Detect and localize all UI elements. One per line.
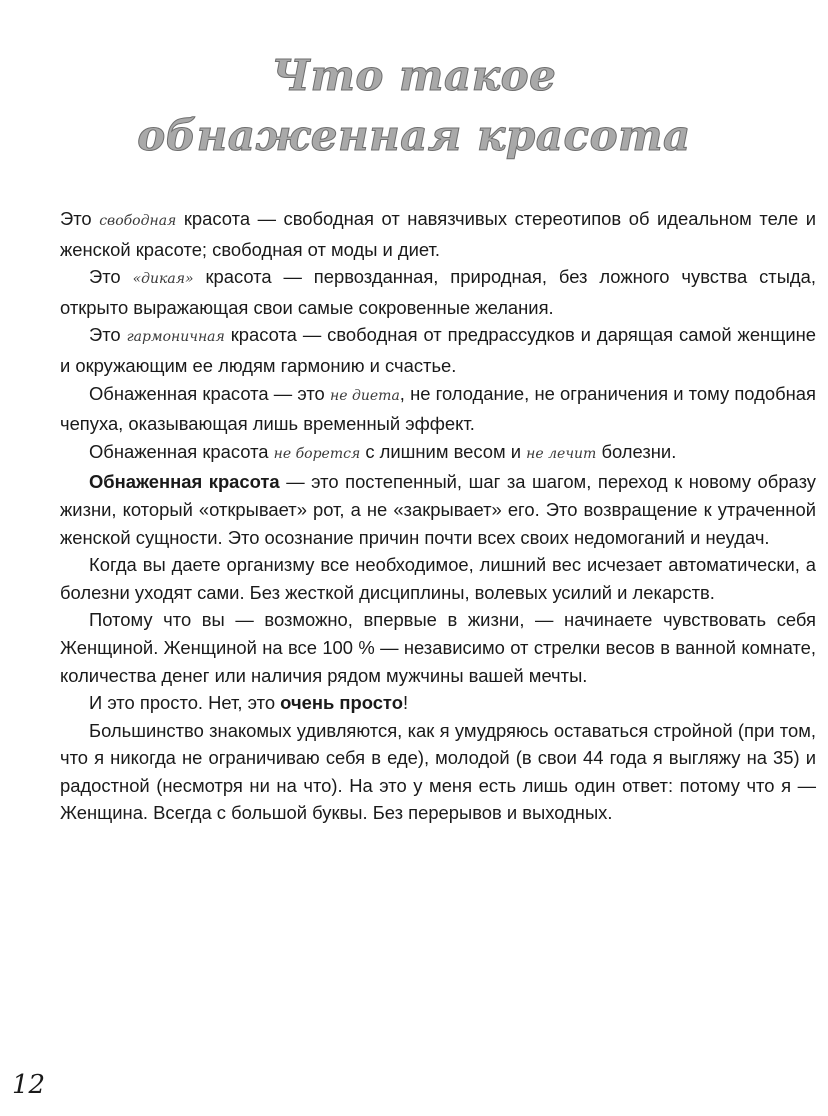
text-run: Это (89, 324, 127, 346)
text-run: Это (89, 266, 133, 288)
italic-text: не диета (329, 387, 400, 404)
italic-text: свободная (99, 213, 177, 229)
chapter-title-line-1: Что такое (271, 51, 557, 101)
paragraph-1 (60, 205, 816, 263)
text-run: болезни. (596, 440, 677, 462)
italic-text: «дикая» (132, 271, 194, 288)
paragraph-10: Большинство знакомых удивляются, как я умудряюсь оставаться стройной (при том, что я никогда не ограничиваю себя в еде), молодой (в свои 44 года я выгляжу на 35) и радостной (несмотря ни на что). На это у меня есть лишь один ответ: потому что я — Женщина. Всегда с большой буквы. Без перерывов и выходных. (60, 719, 816, 824)
text-run: Это (60, 208, 100, 229)
italic-text: гармоничная (126, 329, 225, 346)
text-run: красота — первозданная, природная, без ложного чувства стыда, открыто выражающая свои самые сокровенные желания. (60, 266, 816, 318)
italic-text: не борется (273, 445, 361, 462)
italic-text: не лечит (526, 445, 597, 462)
chapter-title-line-2: обнаженная красота (137, 111, 691, 161)
paragraph-3 (60, 321, 816, 379)
paragraph-2 (60, 263, 816, 321)
text-run: красота — свободная от навязчивых стереотипов об идеальном теле и женской красоте; свободная от моды и диет. (60, 208, 816, 260)
text-run: с лишним весом и (360, 440, 527, 462)
text-run: — это постепенный, шаг за шагом, переход к новому образу жизни, который «открывает» рот, а не «закрывает» его. Это возвращение к утраченной женской сущности. Это осознание причин почти всех своих недомоганий и неудач. (60, 471, 816, 548)
text-run: И это просто. Нет, это (89, 692, 281, 714)
paragraph-5 (60, 438, 816, 469)
paragraph-9 (60, 689, 816, 717)
paragraph-8: Потому что вы — возможно, впервые в жизни, — начинаете чувствовать себя Женщиной. Женщиной на все 100 % — независимо от стрелки весов в ванной комнате, количества денег или наличия рядом мужчины вашей мечты. (60, 609, 816, 686)
text-run: Обнаженная красота — это (89, 382, 330, 404)
page-number: 12 (12, 1070, 46, 1100)
text-run: , не голодание, не ограничения и тому подобная чепуха, оказывающая лишь временный эффект. (60, 382, 816, 435)
text-run: красота — свободная от предрассудков и дарящая самой женщине и окружающим ее людям гармонию и счастье. (60, 324, 817, 376)
body-text (60, 205, 816, 827)
chapter-title (0, 46, 828, 166)
text-run: ! (402, 692, 409, 714)
bold-text: очень просто (280, 692, 403, 714)
paragraph-4 (60, 380, 816, 438)
paragraph-7: Когда вы даете организму все необходимое, лишний вес исчезает автоматически, а болезни уходят сами. Без жесткой дисциплины, волевых усилий и лекарств. (60, 554, 816, 603)
text-run: Обнаженная красота (89, 440, 274, 462)
paragraph-6 (60, 468, 816, 551)
bold-text: Обнаженная красота (89, 471, 280, 493)
